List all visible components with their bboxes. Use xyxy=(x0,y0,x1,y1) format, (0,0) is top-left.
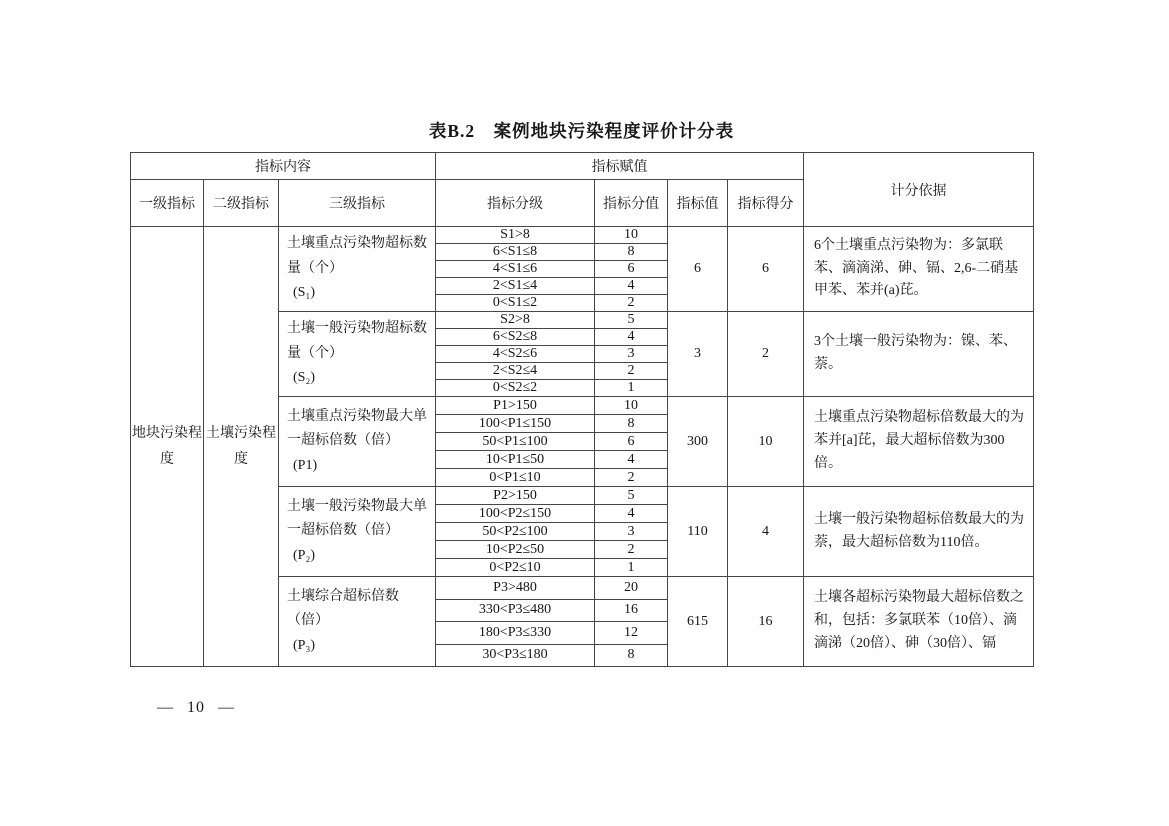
grading-score-cell: 3 xyxy=(595,523,668,541)
grading-range-cell: 180<P3≤330 xyxy=(436,622,595,645)
level1-cell: 地块污染程度 xyxy=(131,227,204,667)
indicator-value-cell: 110 xyxy=(668,487,728,577)
grading-score-cell: 1 xyxy=(595,380,668,397)
grading-score-cell: 6 xyxy=(595,433,668,451)
indicator-value-cell: 3 xyxy=(668,312,728,397)
header-scoring-basis: 计分依据 xyxy=(804,153,1034,227)
level3-cell-s2 xyxy=(279,312,436,397)
grading-range-cell: 100<P1≤150 xyxy=(436,415,595,433)
grading-score-cell: 10 xyxy=(595,397,668,415)
grading-range-cell: 2<S1≤4 xyxy=(436,278,595,295)
grading-score-cell: 5 xyxy=(595,312,668,329)
grading-score-cell: 4 xyxy=(595,505,668,523)
grading-score-cell: 16 xyxy=(595,599,668,622)
indicator-score-cell: 4 xyxy=(728,487,804,577)
indicator-score-cell: 16 xyxy=(728,577,804,667)
header-indicator-score: 指标得分 xyxy=(728,180,804,227)
indicator-score-cell: 2 xyxy=(728,312,804,397)
level3-name: 土壤综合超标倍数（倍） xyxy=(287,588,399,629)
table-title: 表B.2 案例地块污染程度评价计分表 xyxy=(428,121,735,141)
level3-cell-p2 xyxy=(279,487,436,577)
basis-cell: 土壤重点污染物超标倍数最大的为苯并[a]芘，最大超标倍数为300倍。 xyxy=(804,397,1034,487)
level3-cell-p1 xyxy=(279,397,436,487)
level3-symbol: (S₁) xyxy=(293,285,315,301)
grading-range-cell: 0<P1≤10 xyxy=(436,469,595,487)
level3-name: 土壤一般污染物最大单一超标倍数（倍） xyxy=(287,498,427,539)
header-grading: 指标分级 xyxy=(436,180,595,227)
grading-score-cell: 8 xyxy=(595,644,668,667)
grading-range-cell: 10<P1≤50 xyxy=(436,451,595,469)
grading-range-cell: 0<P2≤10 xyxy=(436,559,595,577)
header-level2: 二级指标 xyxy=(204,180,279,227)
indicator-value-cell: 6 xyxy=(668,227,728,312)
basis-cell: 6个土壤重点污染物为：多氯联苯、滴滴涕、砷、镉、2,6-二硝基甲苯、苯并(a)芘。 xyxy=(804,227,1034,312)
grading-range-cell: S1>8 xyxy=(436,227,595,244)
level3-symbol: (P₂) xyxy=(293,547,315,563)
grading-score-cell: 2 xyxy=(595,295,668,312)
level3-cell-s1 xyxy=(279,227,436,312)
header-level3: 三级指标 xyxy=(279,180,436,227)
indicator-score-cell: 10 xyxy=(728,397,804,487)
grading-range-cell: 4<S1≤6 xyxy=(436,261,595,278)
grading-score-cell: 10 xyxy=(595,227,668,244)
indicator-value-cell: 300 xyxy=(668,397,728,487)
grading-range-cell: 6<S2≤8 xyxy=(436,329,595,346)
grading-range-cell: 0<S1≤2 xyxy=(436,295,595,312)
grading-range-cell: 0<S2≤2 xyxy=(436,380,595,397)
header-indicator-content: 指标内容 xyxy=(131,153,436,180)
header-grading-value: 指标分值 xyxy=(595,180,668,227)
grading-range-cell: 4<S2≤6 xyxy=(436,346,595,363)
indicator-value-cell: 615 xyxy=(668,577,728,667)
grading-range-cell: 330<P3≤480 xyxy=(436,599,595,622)
grading-score-cell: 4 xyxy=(595,278,668,295)
header-indicator-assignment: 指标赋值 xyxy=(436,153,804,180)
indicator-score-cell: 6 xyxy=(728,227,804,312)
pollution-score-table xyxy=(130,152,1034,667)
grading-score-cell: 3 xyxy=(595,346,668,363)
level2-cell: 土壤污染程度 xyxy=(204,227,279,667)
grading-range-cell: 30<P3≤180 xyxy=(436,644,595,667)
grading-score-cell: 4 xyxy=(595,451,668,469)
grading-score-cell: 2 xyxy=(595,469,668,487)
grading-range-cell: P2>150 xyxy=(436,487,595,505)
level3-symbol: (S₂) xyxy=(293,370,315,386)
grading-score-cell: 8 xyxy=(595,415,668,433)
level3-cell-p3 xyxy=(279,577,436,667)
grading-score-cell: 20 xyxy=(595,577,668,600)
page-number: — 10 — xyxy=(157,699,235,716)
grading-range-cell: P1>150 xyxy=(436,397,595,415)
basis-cell: 土壤各超标污染物最大超标倍数之和，包括：多氯联苯（10倍）、滴滴涕（20倍）、砷（30倍）、镉 xyxy=(804,577,1034,667)
grading-range-cell: 100<P2≤150 xyxy=(436,505,595,523)
grading-score-cell: 6 xyxy=(595,261,668,278)
level3-symbol: (P₃) xyxy=(293,637,315,653)
basis-cell: 土壤一般污染物超标倍数最大的为萘，最大超标倍数为110倍。 xyxy=(804,487,1034,577)
level3-name: 土壤一般污染物超标数量（个） xyxy=(287,321,427,361)
grading-range-cell: 50<P2≤100 xyxy=(436,523,595,541)
grading-score-cell: 2 xyxy=(595,363,668,380)
level3-name: 土壤重点污染物最大单一超标倍数（倍） xyxy=(287,408,427,449)
grading-range-cell: 50<P1≤100 xyxy=(436,433,595,451)
grading-score-cell: 2 xyxy=(595,541,668,559)
basis-cell: 3个土壤一般污染物为：镍、苯、萘。 xyxy=(804,312,1034,397)
grading-range-cell: 10<P2≤50 xyxy=(436,541,595,559)
grading-range-cell: 2<S2≤4 xyxy=(436,363,595,380)
level3-name: 土壤重点污染物超标数量（个） xyxy=(287,236,427,276)
grading-score-cell: 5 xyxy=(595,487,668,505)
grading-range-cell: 6<S1≤8 xyxy=(436,244,595,261)
grading-range-cell: S2>8 xyxy=(436,312,595,329)
level3-symbol: (P1) xyxy=(293,457,318,473)
header-indicator-value: 指标值 xyxy=(668,180,728,227)
grading-score-cell: 8 xyxy=(595,244,668,261)
grading-range-cell: P3>480 xyxy=(436,577,595,600)
grading-score-cell: 12 xyxy=(595,622,668,645)
grading-score-cell: 1 xyxy=(595,559,668,577)
grading-score-cell: 4 xyxy=(595,329,668,346)
header-level1: 一级指标 xyxy=(131,180,204,227)
